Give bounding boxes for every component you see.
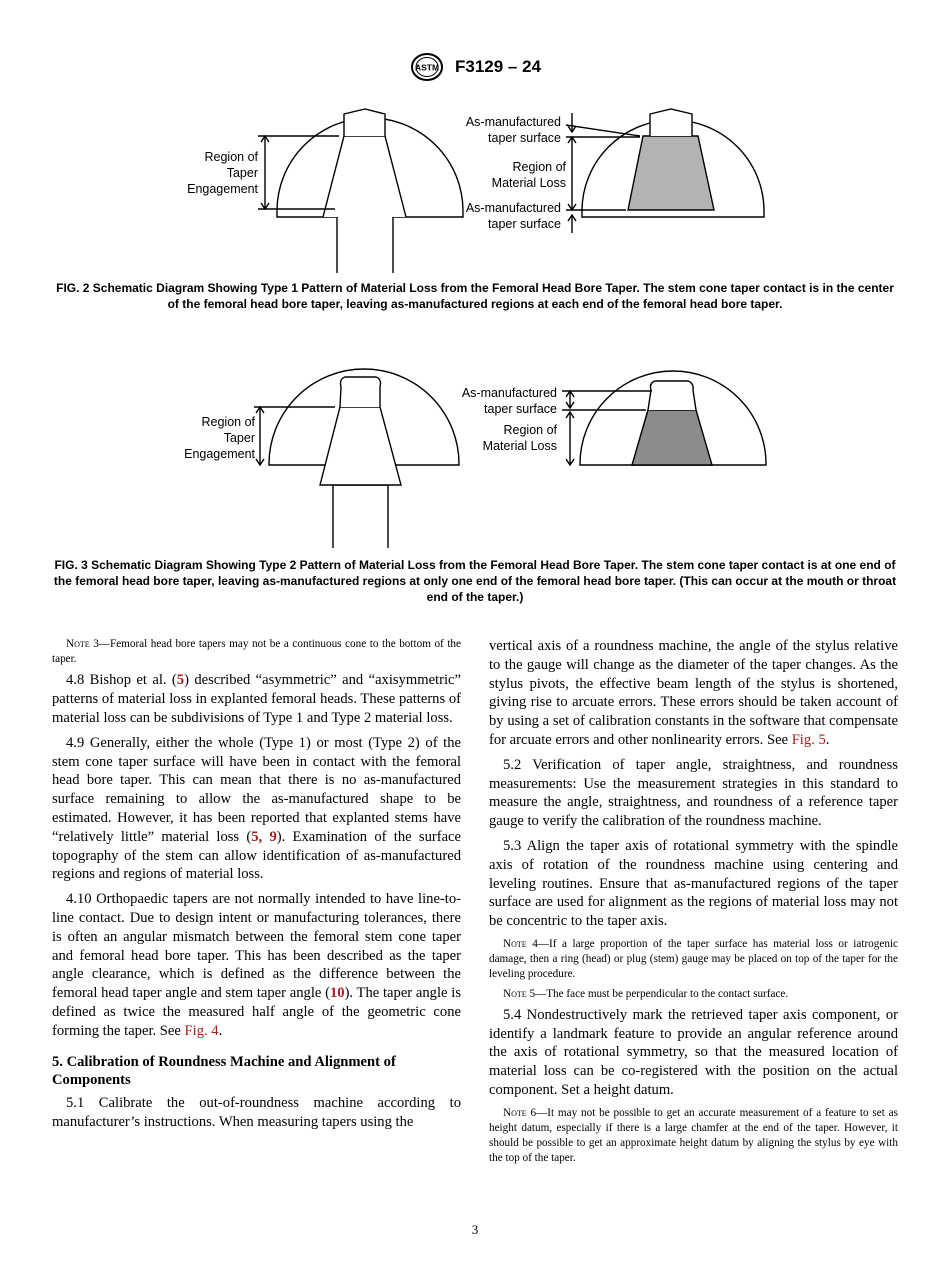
fig2-label-region-3: Engagement [187,182,258,196]
note-5: Note 5—The face must be perpendicular to the contact surface. [503,987,789,1000]
page-number: 3 [471,1222,479,1237]
figure-5-link[interactable]: Fig. 5 [791,731,826,748]
section-5-1: 5.1 Calibrate the out-of-roundness machine according to manufacturer’s instructions. When measuring tapers using the [52,1095,461,1130]
note-4: Note 4—If a large proportion of the taper surface has material loss or iatrogenic damage, then a ring (head) or plug (stem) gauge may be placed on top of the taper for the leveling procedure. [489,937,898,981]
section-5-1-continued: vertical axis of a roundness machine, the angle of the stylus relative to the gauge will change as the diameter of the taper changes. As the stylus pivots, the effective beam length of the stylus is shortened, giving rise to arcuate errors. These errors should be taken account of by using a set of calibration constants in the software that compensate for arcuate errors and other nonlinearity errors. See Fig. 5. [489,638,898,748]
figure-2 [0,95,950,275]
fig2-label-region-1: Region of [204,150,258,164]
figure-2-caption: FIG. 2 Schematic Diagram Showing Type 1 Pattern of Material Loss from the Femoral Head Bore Taper. The stem cone taper contact is in the center of the femoral head bore taper, leaving as-manufactured regions at each end of the femoral head bore taper. [56,281,894,311]
page-header [0,52,950,82]
fig3-label-top-surface-1: As-manufactured [461,386,557,400]
section-4-9: 4.9 Generally, either the whole (Type 1) or most (Type 2) of the stem cone taper surface will have been in contact with the femoral head bore taper. This can mean that there is no as-manufactured surface remaining to allow the as-manufactured shape to be estimated. However, it has been reported that explanted stems have “relatively little” material loss (5, 9). Examination of the surface topography of the stem can allow identification of as-manufactured regions and regions of material loss. [52,734,462,883]
fig2-left-stem-neck [337,209,393,273]
note-3: Note 3—Femoral head bore tapers may not be a continuous cone to the bottom of the taper. [52,638,461,666]
reference-link[interactable]: 5, 9 [251,828,277,845]
fig3-left-taper-top [340,377,381,407]
right-text-column [489,637,898,1171]
section-5-heading: 5. Calibration of Roundness Machine and Alignment of Components [52,1053,396,1089]
reference-link[interactable]: 10 [329,985,345,1002]
figure-3-diagram [0,335,950,550]
fig2-label-loss-2: Material Loss [491,176,566,190]
fig2-right-taper-top [650,109,692,136]
figure-3-caption: FIG. 3 Schematic Diagram Showing Type 2 Pattern of Material Loss from the Femoral Head Bore Taper. The stem cone taper contact is at one end of the femoral head bore taper, leaving as-manufactured regions at only one end of the femoral head bore taper. (This can occur at the mouth or throat end of the taper.) [53,558,897,604]
fig2-label-loss-1: Region of [512,160,566,174]
fig2-label-region-2: Taper [226,166,258,180]
section-5-3: 5.3 Align the taper axis of rotational symmetry with the spindle axis of rotation of the roundness machine using centering and leveling routines. Ensure that as-manufactured regions of the taper surface are used for alignment as the regions of material loss may not be concentric to the taper axis. [489,837,898,930]
svg-text:ASTM: ASTM [414,62,440,73]
fig3-label-loss-2: Material Loss [482,439,557,453]
fig3-label-region-1: Region of [201,415,255,429]
note-6: Note 6—It may not be possible to get an accurate measurement of a feature to set as height datum, especially if there is a large chamfer at the end of the taper. However, it should be possible to get an approximate height datum by aligning the stylus by eye with the top of the taper. [489,1106,898,1165]
section-4-8: 4.8 Bishop et al. (5) described “asymmetric” and “axisymmetric” patterns of material loss in explanted femoral heads. These patterns of material loss can be subdivisions of Type 1 and Type 2 material loss. [52,672,461,726]
reference-link[interactable]: 5 [176,672,185,689]
fig2-label-bottom-surface-1: As-manufactured [465,201,561,215]
section-5-2: 5.2 Verification of taper angle, straightness, and roundness measurements: Use the measurement strategies in this standard to measure the angle, straightness, and roundness of a reference taper gauge to verify the calibration of the roundness machine. [489,756,898,830]
fig2-label-bottom-surface-2: taper surface [488,217,561,231]
document-designation: F3129 – 24 [454,57,541,76]
fig2-left-taper-top [344,109,385,136]
figure-3 [0,335,950,550]
section-5-4: 5.4 Nondestructively mark the retrieved taper axis component, or identify a landmark feature to provide an angular reference around the axis of rotational symmetry, so that the measured location of material loss can be co-registered with the position on the actual component. Set a height datum. [489,1006,898,1098]
figure-2-diagram [0,95,950,275]
fig2-right-leader-top [566,125,640,136]
fig3-left-stem-neck [333,485,388,548]
fig3-label-region-2: Taper [223,431,255,445]
fig2-label-top-surface-1: As-manufactured [465,115,561,129]
fig2-right-material-loss-region [628,136,714,210]
fig3-label-region-3: Engagement [184,447,255,461]
fig3-label-loss-1: Region of [503,423,557,437]
fig3-right-taper-top [648,381,696,410]
fig3-label-top-surface-2: taper surface [484,402,557,416]
astm-logo-icon [409,52,445,82]
figure-4-link[interactable]: Fig. 4 [184,1022,219,1039]
left-text-column [52,637,461,1138]
section-4-10: 4.10 Orthopaedic tapers are not normally intended to have line-to-line contact. Due to design intent or manufacturing tolerances, there is often an angular mismatch between the femoral stem cone taper and femoral head bore taper. This has been described as the taper angle clearance, which is defined as the difference between the femoral head taper angle and stem taper angle (10). The taper angle is defined as twice the measured half angle of the geometric cone forming the taper. See Fig. 4. [52,891,461,1039]
fig2-label-top-surface-2: taper surface [488,131,561,145]
